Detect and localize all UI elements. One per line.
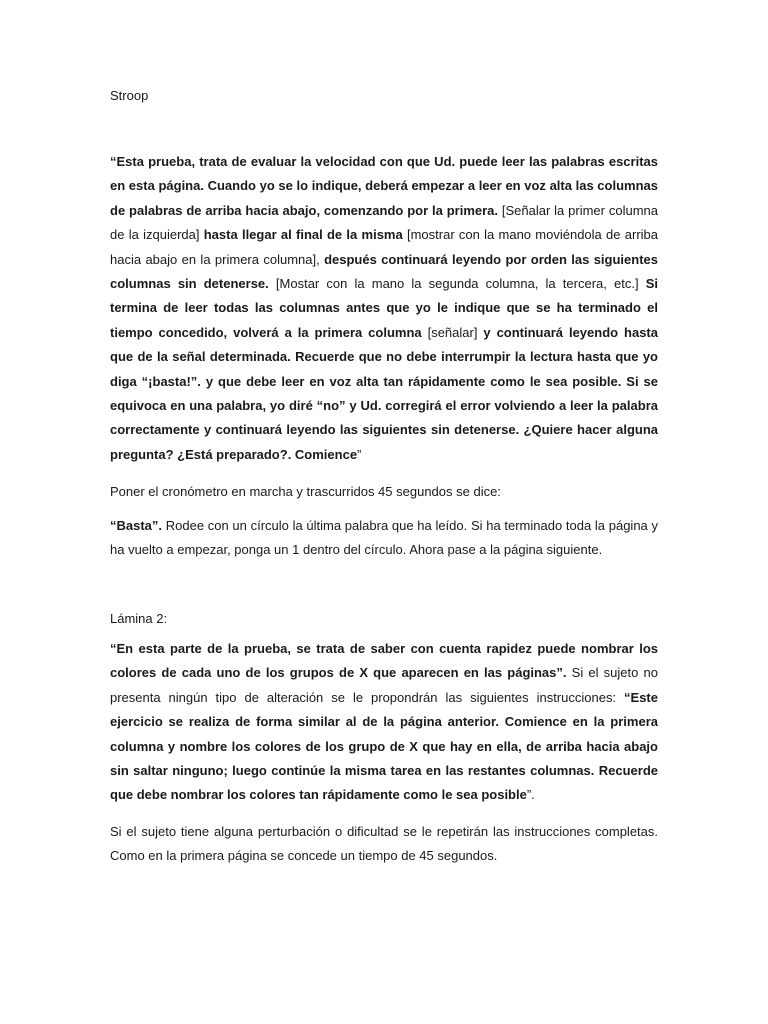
- instruction-paragraph-1: [110, 150, 658, 467]
- lamina-2-heading: Lámina 2:: [110, 611, 168, 626]
- text-run: “Este ejercicio se realiza de forma similar al de la página anterior. Comience en la primera columna y nombre los colores de los grupo de X que hay en ella, de arriba hacia abajo sin saltar ninguno; luego continúe la misma tarea en las restantes columnas. Recuerde que debe nombrar los colores tan rápidamente como le sea posible: [110, 689, 658, 803]
- text-run: Rodee con un círculo la última palabra que ha leído. Si ha terminado toda la página y ha vuelto a empezar, ponga un 1 dentro del círculo. Ahora pase a la página siguiente.: [110, 518, 658, 558]
- stopwatch-paragraph: Poner el cronómetro en marcha y trascurridos 45 segundos se dice:: [110, 484, 501, 499]
- document-title: Stroop: [110, 88, 149, 103]
- basta-paragraph: [110, 514, 658, 563]
- text-run: ”: [357, 446, 362, 462]
- lamina-2-instructions: [110, 637, 658, 808]
- text-run: Si termina de leer todas las columnas antes que yo le indique que se ha terminado el tiempo concedido, volverá a la primera columna: [110, 276, 659, 340]
- text-run: [Señalar la primer columna de la izquierda]: [110, 202, 658, 243]
- text-run: “Esta prueba, trata de evaluar la velocidad con que Ud. puede leer las palabras escritas en esta página. Cuando yo se lo indique, deberá empezar a leer en voz alta las columnas de palabras de arriba hacia abajo, comenzando por la primera.: [110, 154, 658, 218]
- text-run: [mostrar con la mano moviéndola de arriba hacia abajo en la primera columna],: [110, 227, 658, 267]
- text-run: Si el sujeto no presenta ningún tipo de alteración se le propondrán las siguientes instrucciones:: [110, 665, 658, 705]
- text-run: ”.: [526, 787, 535, 803]
- text-run: [señalar]: [421, 324, 484, 340]
- text-run: “Basta”.: [110, 518, 163, 533]
- text-run: “En esta parte de la prueba, se trata de saber con cuenta rapidez puede nombrar los colores de cada uno de los grupos de X que aparecen en las páginas”.: [110, 641, 658, 681]
- repeat-instructions-paragraph: Si el sujeto tiene alguna perturbación o dificultad se le repetirán las instrucciones completas. Como en la primera página se concede un tiempo de 45 segundos.: [110, 824, 658, 864]
- text-run: [Mostar con la mano la segunda columna, la tercera, etc.]: [268, 276, 646, 292]
- text-run: después continuará leyendo por orden las siguientes columnas sin detenerse.: [110, 251, 658, 292]
- text-run: hasta llegar al final de la misma: [203, 227, 403, 243]
- text-run: y continuará leyendo hasta que de la señal determinada. Recuerde que no debe interrumpir la lectura hasta que yo diga “¡basta!”. y que debe leer en voz alta tan rápidamente como le sea posible. Si se equivoca en una palabra, yo diré “no” y Ud. corregirá el error volviendo a leer la palabra correctamente y continuará leyendo las siguientes sin detenerse. ¿Quiere hacer alguna pregunta? ¿Está preparado?. Comience: [110, 324, 658, 462]
